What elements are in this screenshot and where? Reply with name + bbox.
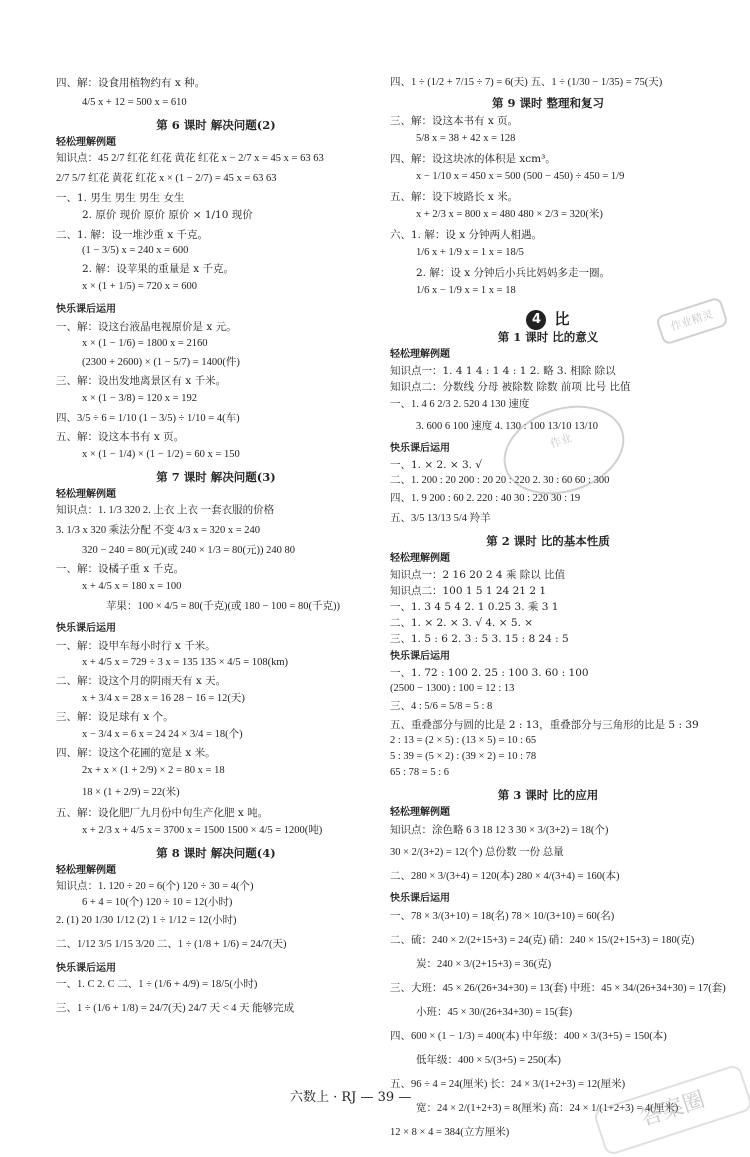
answer-line: 5/8 x = 38 + 42 x = 128 <box>416 133 516 144</box>
page-footer: 六数上 · RJ — 39 — <box>290 1090 412 1105</box>
answer-line: 一、解：设橘子重 x 千克。 <box>56 563 185 575</box>
answer-line: 一、1. 3 4 5 4 2. 1 0.25 3. 乘 3 1 <box>390 601 559 613</box>
answer-line: 知识点二：100 1 5 1 24 21 2 1 <box>390 585 547 597</box>
section-label: 快乐课后运用 <box>390 443 450 454</box>
answer-line: x − 1/10 x = 450 x = 500 (500 − 450) ÷ 450 = 1/9 <box>416 171 625 182</box>
answer-line: 2. 解：设 x 分钟后小兵比妈妈多走一圈。 <box>416 267 610 279</box>
answer-line: 6 + 4 = 10(个) 120 ÷ 10 = 12(小时) <box>82 897 233 908</box>
lesson-title: 第 3 课时 比的应用 <box>497 788 599 802</box>
answer-line: x + 4/5 x = 180 x = 100 <box>82 581 182 592</box>
answer-line: 二、280 × 3/(3+4) = 120(本) 280 × 4/(3+4) = 160(本) <box>390 871 620 882</box>
answer-line: 一、解：设这台液晶电视原价是 x 元。 <box>56 321 237 333</box>
section-label: 轻松理解例题 <box>390 553 450 564</box>
lesson-title: 第 2 课时 比的基本性质 <box>486 534 610 548</box>
answer-line: 二、1. 解：设一堆沙重 x 千克。 <box>56 229 208 241</box>
section-label: 快乐课后运用 <box>390 651 450 662</box>
answer-line: 三、解：设这本书有 x 页。 <box>390 115 519 127</box>
unit-number-badge: 4 <box>526 310 546 330</box>
answer-line: 2 : 13 = (2 × 5) : (13 × 5) = 10 : 65 <box>390 735 537 746</box>
answer-line: 30 × 2/(3+2) = 12(个) 总份数 一份 总量 <box>390 847 564 858</box>
answer-line: 苹果：100 × 4/5 = 80(千克)(或 180 − 100 = 80(千克)) <box>106 601 340 612</box>
answer-line: x + 4/5 x = 729 ÷ 3 x = 135 135 × 4/5 = 108(km) <box>82 657 288 668</box>
answer-line: 一、1. C 2. C 二、1 ÷ (1/6 + 4/9) = 18/5(小时) <box>56 979 258 990</box>
lesson-title: 第 9 课时 整理和复习 <box>491 96 604 110</box>
answer-line: 一、1. × 2. × 3. √ <box>390 459 483 471</box>
answer-line: 知识点一：1. 4 1 4 : 1 4 : 1 2. 略 3. 相除 除以 <box>390 365 616 377</box>
answer-line: 2x + x × (1 + 2/9) × 2 = 80 x = 18 <box>82 765 225 776</box>
answer-line: 五、96 ÷ 4 = 24(厘米) 长：24 × 3/(1+2+3) = 12(厘米) <box>390 1079 626 1090</box>
answer-line: 四、解：设这个花圃的宽是 x 米。 <box>56 747 216 759</box>
answer-line: 2. (1) 20 1/30 1/12 (2) 1 ÷ 1/12 = 12(小时) <box>56 915 237 926</box>
answer-line: 三、1. 5 : 6 2. 3 : 5 3. 15 : 8 24 : 5 <box>390 633 569 645</box>
answer-line: (2300 + 2600) × (1 − 5/7) = 1400(件) <box>82 357 240 368</box>
answer-line: x × (1 + 1/5) = 720 x = 600 <box>82 281 197 292</box>
answer-line: 低年级：400 × 5/(3+5) = 250(本) <box>416 1055 561 1066</box>
answer-line: 一、78 × 3/(3+10) = 18(名) 78 × 10/(3+10) = 60(名) <box>390 911 615 922</box>
answer-line: 三、解：设足球有 x 个。 <box>56 711 174 723</box>
answer-line: 炭：240 × 3/(2+15+3) = 36(克) <box>416 959 552 970</box>
section-label: 快乐课后运用 <box>390 893 450 904</box>
answer-line: 四、解：设这块冰的体积是 xcm³。 <box>390 153 556 165</box>
section-label: 轻松理解例题 <box>390 807 450 818</box>
answer-line: x + 3/4 x = 28 x = 16 28 − 16 = 12(天) <box>82 693 245 704</box>
answer-line: 五、3/5 13/13 5/4 羚羊 <box>390 513 491 524</box>
answer-line: 知识点：1. 1/3 320 2. 上衣 上衣 一套衣服的价格 <box>56 505 275 516</box>
answer-line: 65 : 78 = 5 : 6 <box>390 767 450 778</box>
section-label: 轻松理解例题 <box>56 137 116 148</box>
answer-line: 1/6 x + 1/9 x = 1 x = 18/5 <box>416 247 524 258</box>
section-label: 快乐课后运用 <box>56 623 116 634</box>
answer-line: 2. 原价 现价 原价 原价 × 1/10 现价 <box>82 209 253 221</box>
answer-line: 五、重叠部分与圆的比是 2 : 13，重叠部分与三角形的比是 5 : 39 <box>390 719 699 731</box>
answer-line: 四、600 × (1 − 1/3) = 400(本) 中年级：400 × 3/(3+5) = 150(本) <box>390 1031 667 1042</box>
answer-line: 2. 解：设苹果的重量是 x 千克。 <box>82 263 234 275</box>
answer-line: 三、4 : 5/6 = 5/8 = 5 : 8 <box>390 701 493 712</box>
section-label: 轻松理解例题 <box>56 865 116 876</box>
answer-line: 二、解：设这个月的阴雨天有 x 天。 <box>56 675 227 687</box>
answer-line: 四、3/5 ÷ 6 = 1/10 (1 − 3/5) ÷ 1/10 = 4(车) <box>56 413 240 424</box>
lesson-title: 第 7 课时 解决问题(3) <box>156 470 276 484</box>
answer-line: x × (1 − 3/8) = 120 x = 192 <box>82 393 197 404</box>
answer-line: 一、1. 男生 男生 男生 女生 <box>56 192 185 204</box>
answer-line: 二、1. × 2. × 3. √ 4. × 5. × <box>390 617 534 629</box>
answer-line: 小班：45 × 30/(26+34+30) = 15(套) <box>416 1007 573 1018</box>
answer-line: x × (1 − 1/4) × (1 − 1/2) = 60 x = 150 <box>82 449 240 460</box>
answer-line: 二、硫：240 × 2/(2+15+3) = 24(克) 硝：240 × 15/(2+15+3) = 180(克) <box>390 935 695 946</box>
answer-line: 四、1 ÷ (1/2 + 7/15 ÷ 7) = 6(天) 五、1 ÷ (1/30 − 1/35) = 75(天) <box>390 77 663 88</box>
answer-line: 18 × (1 + 2/9) = 22(米) <box>82 787 180 798</box>
answer-line: 3. 1/3 x 320 乘法分配 不变 4/3 x = 320 x = 240 <box>56 525 261 536</box>
answer-line: 二、1/12 3/5 1/15 3/20 二、1 ÷ (1/8 + 1/6) = 24/7(天) <box>56 939 287 950</box>
watermark-stamp: 作业精灵 <box>655 296 729 346</box>
answer-line: 320 − 240 = 80(元)(或 240 × 1/3 = 80(元)) 240 80 <box>82 545 295 556</box>
section-label: 快乐课后运用 <box>56 963 116 974</box>
answer-line: 知识点一：2 16 20 2 4 乘 除以 比值 <box>390 569 566 581</box>
answer-line: 一、解：设甲车每小时行 x 千米。 <box>56 640 216 652</box>
answer-line: 知识点：涂色略 6 3 18 12 3 30 × 3/(3+2) = 18(个) <box>390 825 609 836</box>
answer-line: 五、解：设化肥厂九月份中旬生产化肥 x 吨。 <box>56 807 269 819</box>
lesson-title: 第 6 课时 解决问题(2) <box>156 118 276 132</box>
answer-line: 二、1. 200 : 20 200 : 20 20 : 220 2. 30 : 60 60 : 300 <box>390 475 610 486</box>
answer-line: (2500 − 1300) : 100 = 12 : 13 <box>390 683 515 694</box>
answer-line: (1 − 3/5) x = 240 x = 600 <box>82 245 189 256</box>
answer-line: 四、1. 9 200 : 60 2. 220 : 40 30 : 220 30 : 19 <box>390 493 581 504</box>
answer-line: 五、解：设这本书有 x 页。 <box>56 431 185 443</box>
answer-line: x − 3/4 x = 6 x = 24 24 × 3/4 = 18(个) <box>82 729 243 740</box>
answer-line: 一、1. 4 6 2/3 2. 520 4 130 速度 <box>390 399 530 410</box>
answer-line: x + 2/3 x = 800 x = 480 480 × 2/3 = 320(米) <box>416 209 603 220</box>
answer-line: 四、解：设食用植物约有 x 种。 <box>56 77 206 89</box>
lesson-title: 第 8 课时 解决问题(4) <box>156 846 276 860</box>
answer-line: 知识点二：分数线 分母 被除数 除数 前项 比号 比值 <box>390 381 631 393</box>
watermark-logo: 答案圈 <box>592 1063 750 1156</box>
answer-line: 六、1. 解：设 x 分钟两人相遇。 <box>390 229 542 241</box>
answer-line: 12 × 8 × 4 = 384(立方厘米) <box>390 1127 510 1138</box>
section-label: 快乐课后运用 <box>56 304 116 315</box>
answer-line: x + 2/3 x + 4/5 x = 3700 x = 1500 1500 × 4/5 = 1200(吨) <box>82 825 323 836</box>
answer-line: 2/7 5/7 红花 黄花 红花 x × (1 − 2/7) = 45 x = 63 63 <box>56 173 277 184</box>
answer-line: 三、解：设出发地离景区有 x 千米。 <box>56 375 227 387</box>
answer-line: 五、解：设下坡路长 x 米。 <box>390 191 519 203</box>
answer-line: 3. 600 6 100 速度 4. 130 : 100 13/10 13/10 <box>416 421 599 432</box>
lesson-title: 第 1 课时 比的意义 <box>497 330 599 344</box>
answer-line: 三、大班：45 × 26/(26+34+30) = 13(套) 中班：45 × 34/(26+34+30) = 17(套) <box>390 983 726 994</box>
watermark-stamp: 作业 <box>492 391 636 509</box>
answer-line: 5 : 39 = (5 × 2) : (39 × 2) = 10 : 78 <box>390 751 537 762</box>
answer-line: 知识点：1. 120 ÷ 20 = 6(个) 120 ÷ 30 = 4(个) <box>56 881 254 892</box>
answer-line: 4/5 x + 12 = 500 x = 610 <box>82 97 187 108</box>
answer-line: 1/6 x − 1/9 x = 1 x = 18 <box>416 285 516 296</box>
answer-line: 宽：24 × 2/(1+2+3) = 8(厘米) 高：24 × 1/(1+2+3) = 4(厘米) <box>416 1103 679 1114</box>
answer-line: 知识点：45 2/7 红花 红花 黄花 红花 x − 2/7 x = 45 x = 63 63 <box>56 153 324 164</box>
section-label: 轻松理解例题 <box>390 349 450 360</box>
section-label: 轻松理解例题 <box>56 489 116 500</box>
unit-title-text: 比 <box>554 310 570 328</box>
answer-line: x × (1 − 1/6) = 1800 x = 2160 <box>82 338 208 349</box>
answer-line: 一、1. 72 : 100 2. 25 : 100 3. 60 : 100 <box>390 667 589 679</box>
answer-line: 三、1 ÷ (1/6 + 1/8) = 24/7(天) 24/7 天 < 4 天 能够完成 <box>56 1003 295 1014</box>
